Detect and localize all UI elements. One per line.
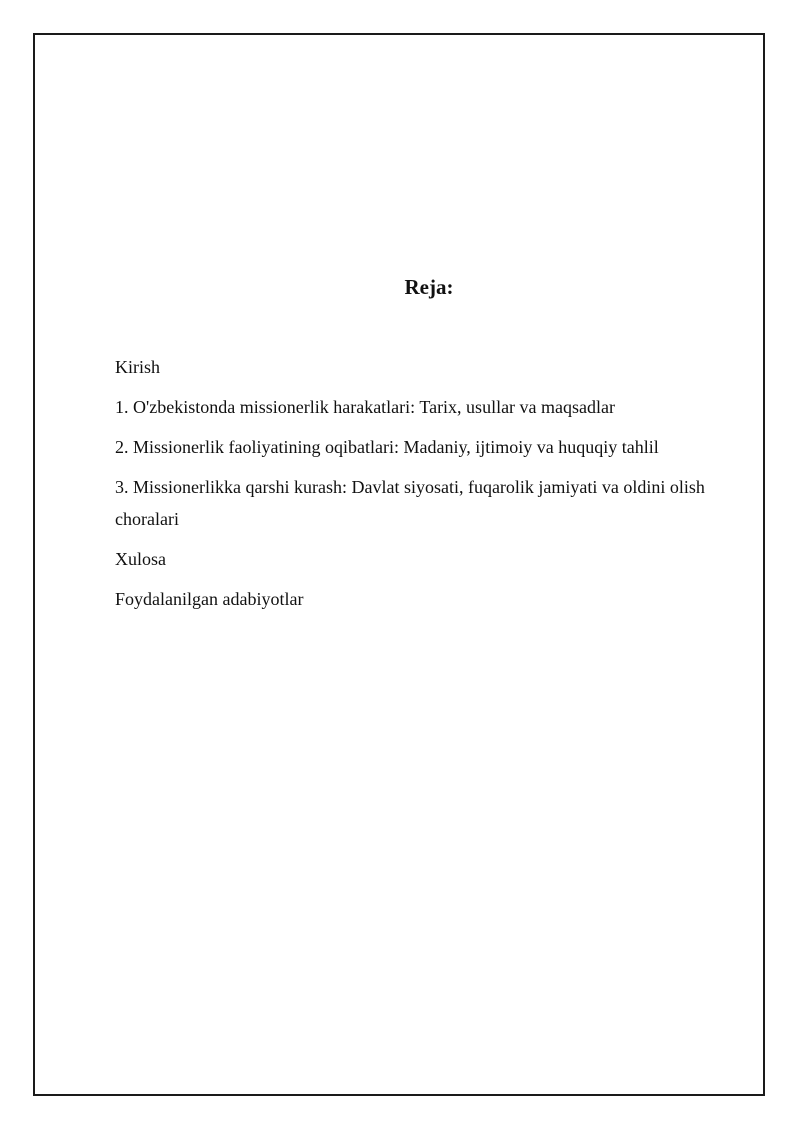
plan-list xyxy=(115,351,740,623)
plan-item-1: 1. O'zbekistonda missionerlik harakatlari: Tarix, usullar va maqsadlar xyxy=(115,397,616,417)
plan-item-references: Foydalanilgan adabiyotlar xyxy=(115,589,304,609)
page-title: Reja: xyxy=(404,275,454,299)
plan-item-3: 3. Missionerlikka qarshi kurash: Davlat siyosati, fuqarolik jamiyati va oldini olish choralari xyxy=(115,477,705,529)
plan-item-conclusion: Xulosa xyxy=(115,549,166,569)
plan-item-introduction: Kirish xyxy=(115,357,160,377)
plan-item-2: 2. Missionerlik faoliyatining oqibatlari: Madaniy, ijtimoiy va huquqiy tahlil xyxy=(115,437,659,457)
